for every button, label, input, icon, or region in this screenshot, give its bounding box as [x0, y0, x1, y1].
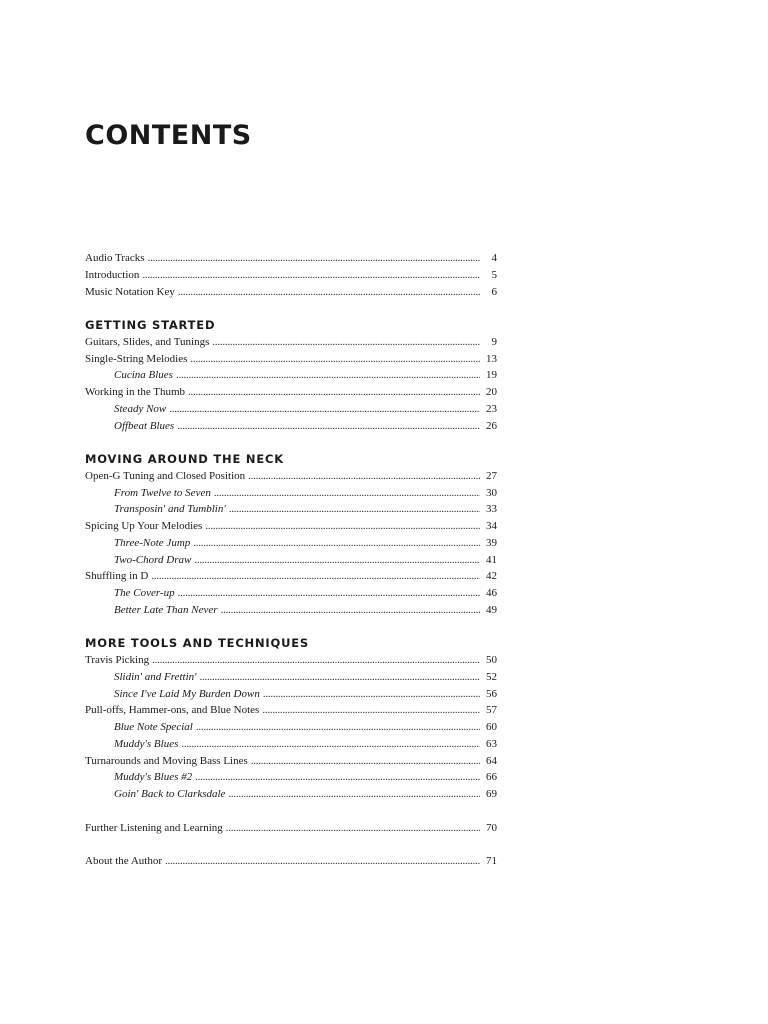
- dot-leader: [152, 652, 480, 669]
- toc-subentry[interactable]: [85, 686, 497, 703]
- dot-leader: [263, 686, 480, 703]
- dot-leader: [194, 552, 480, 569]
- toc-entry[interactable]: [85, 468, 497, 485]
- dot-leader: [151, 568, 480, 585]
- toc-entry-page: 56: [486, 687, 497, 700]
- toc-entry-page: 41: [486, 553, 497, 566]
- toc-entry-page: 5: [491, 268, 497, 281]
- toc-entry-title: Cucina Blues: [114, 369, 173, 382]
- toc-entry-title: Audio Tracks: [85, 252, 145, 264]
- dot-leader: [229, 501, 480, 518]
- toc-entry-page: 39: [486, 536, 497, 549]
- dot-leader: [200, 669, 480, 686]
- toc-entry-music-notation-key[interactable]: [85, 284, 497, 301]
- toc-entry-title: Three-Note Jump: [114, 536, 191, 549]
- toc-entry-introduction[interactable]: [85, 267, 497, 284]
- toc-entry[interactable]: [85, 334, 497, 351]
- toc-subentry[interactable]: [85, 585, 497, 602]
- toc-entry-title: Introduction: [85, 268, 140, 281]
- toc-entry-title: Single-String Melodies: [85, 352, 188, 365]
- toc-entry-title: Offbeat Blues: [114, 419, 175, 432]
- toc-entry-page: 57: [486, 704, 497, 717]
- toc-entry-page: 27: [486, 469, 497, 482]
- dot-leader: [169, 401, 480, 418]
- toc-entry-page: 60: [486, 721, 497, 733]
- toc-entry-page: 30: [486, 486, 497, 499]
- dot-leader: [176, 367, 480, 384]
- toc-entry-title: Shuffling in D: [85, 570, 149, 583]
- toc-entry-page: 13: [486, 352, 497, 365]
- toc-entry[interactable]: [85, 702, 497, 719]
- toc-entry-title: Since I've Laid My Burden Down: [114, 687, 260, 700]
- toc-entry[interactable]: [85, 652, 497, 669]
- toc-subentry[interactable]: [85, 485, 497, 502]
- toc-entry-title: Guitars, Slides, and Tunings: [85, 335, 210, 348]
- toc-entry-audio-tracks[interactable]: [85, 250, 497, 267]
- toc-subentry[interactable]: [85, 769, 497, 786]
- toc-entry-page: 20: [486, 386, 497, 398]
- toc-entry-title: Blue Note Special: [114, 721, 193, 733]
- toc-entry-about-the-author[interactable]: [85, 853, 497, 870]
- toc-entry-page: 64: [486, 754, 497, 767]
- toc-entry-page: 23: [486, 402, 497, 415]
- toc-entry-page: 70: [486, 821, 497, 834]
- toc-entry[interactable]: [85, 518, 497, 535]
- toc-entry-title: Pull-offs, Hammer-ons, and Blue Notes: [85, 704, 260, 717]
- toc-subentry[interactable]: [85, 669, 497, 686]
- toc-entry-page: 42: [486, 570, 497, 583]
- toc-entry-title: Better Late Than Never: [114, 603, 218, 616]
- dot-leader: [212, 334, 480, 351]
- toc-entry-page: 69: [486, 788, 497, 800]
- toc-entry[interactable]: [85, 384, 497, 401]
- toc-entry-title: About the Author: [85, 855, 162, 867]
- toc-entry-title: Turnarounds and Moving Bass Lines: [85, 754, 248, 767]
- toc-entry-title: Music Notation Key: [85, 285, 175, 298]
- toc-entry-page: 46: [486, 587, 497, 599]
- dot-leader: [262, 702, 480, 719]
- toc-entry-further-listening[interactable]: [85, 820, 497, 837]
- dot-leader: [228, 786, 480, 803]
- toc-entry-page: 52: [486, 670, 497, 683]
- table-of-contents: [85, 250, 497, 870]
- toc-entry-page: 34: [486, 520, 497, 532]
- toc-subentry[interactable]: [85, 736, 497, 753]
- toc-entry[interactable]: [85, 351, 497, 368]
- dot-leader: [188, 384, 480, 401]
- dot-leader: [178, 585, 480, 602]
- dot-leader: [195, 769, 480, 786]
- toc-subentry[interactable]: [85, 401, 497, 418]
- toc-subentry[interactable]: [85, 602, 497, 619]
- page-title: CONTENTS: [85, 120, 252, 151]
- toc-entry-title: Slidin' and Frettin': [114, 670, 197, 683]
- dot-leader: [226, 820, 480, 837]
- toc-entry-title: Further Listening and Learning: [85, 821, 223, 834]
- section-heading-getting-started: GETTING STARTED: [85, 318, 216, 332]
- toc-entry-page: 66: [486, 771, 497, 784]
- toc-entry-title: Steady Now: [114, 402, 167, 415]
- toc-entry-title: Travis Picking: [85, 654, 150, 666]
- section-heading-more-tools-and-techniques: MORE TOOLS AND TECHNIQUES: [85, 636, 309, 651]
- dot-leader: [251, 753, 480, 770]
- toc-subentry[interactable]: [85, 535, 497, 552]
- dot-leader: [193, 535, 480, 552]
- toc-subentry[interactable]: [85, 719, 497, 736]
- dot-leader: [142, 267, 480, 284]
- toc-subentry[interactable]: [85, 501, 497, 518]
- toc-entry-title: Working in the Thumb: [85, 386, 186, 398]
- toc-entry-title: Open-G Tuning and Closed Position: [85, 469, 246, 482]
- toc-entry-page: 9: [491, 335, 497, 348]
- dot-leader: [177, 418, 480, 435]
- dot-leader: [214, 485, 480, 502]
- toc-entry-page: 49: [486, 603, 497, 616]
- toc-entry-page: 4: [491, 252, 497, 264]
- toc-entry-title: Two-Chord Draw: [114, 553, 192, 566]
- spacer: [85, 836, 497, 853]
- toc-entry-page: 50: [486, 654, 497, 666]
- toc-entry-title: Spicing Up Your Melodies: [85, 520, 203, 532]
- toc-entry-title: Transposin' and Tumblin': [114, 503, 226, 516]
- toc-entry-page: 63: [486, 737, 497, 750]
- toc-entry-title: From Twelve to Seven: [114, 486, 211, 499]
- toc-entry-page: 71: [486, 855, 497, 867]
- toc-entry-page: 26: [486, 419, 497, 432]
- toc-subentry[interactable]: [85, 367, 497, 384]
- toc-subentry[interactable]: [85, 418, 497, 435]
- toc-entry-page: 6: [491, 285, 497, 298]
- toc-entry-title: The Cover-up: [114, 587, 175, 599]
- section-heading-moving-around-the-neck: MOVING AROUND THE NECK: [85, 452, 284, 466]
- toc-subentry[interactable]: [85, 552, 497, 569]
- dot-leader: [221, 602, 480, 619]
- toc-entry-title: Goin' Back to Clarksdale: [114, 788, 226, 800]
- dot-leader: [248, 468, 480, 485]
- toc-entry[interactable]: [85, 568, 497, 585]
- toc-entry-title: Muddy's Blues #2: [114, 771, 193, 784]
- dot-leader: [196, 719, 480, 736]
- dot-leader: [178, 284, 480, 301]
- toc-entry-page: 33: [486, 503, 497, 516]
- toc-entry-page: 19: [486, 369, 497, 382]
- dot-leader: [148, 250, 480, 267]
- toc-entry-title: Muddy's Blues: [114, 737, 179, 750]
- dot-leader: [165, 853, 480, 870]
- spacer: [85, 803, 497, 820]
- dot-leader: [190, 351, 480, 368]
- dot-leader: [181, 736, 480, 753]
- dot-leader: [205, 518, 480, 535]
- toc-subentry[interactable]: [85, 786, 497, 803]
- toc-entry[interactable]: [85, 753, 497, 770]
